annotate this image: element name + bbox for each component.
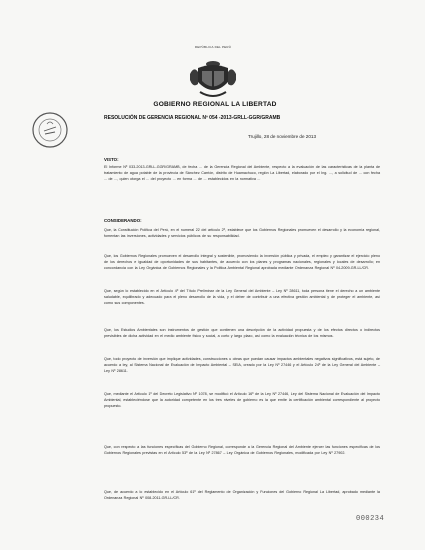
paragraph-3: Que, según lo establecido en el Artículo 4º del Título Preliminar de la Ley General del Ambiente – Ley Nº 28611, toda persona tiene el derecho a un ambiente saludable, equilibrado y adecuado para el pleno desarrollo de la vida, y el deber de contribuir a una efectiva gestión ambiental y de proteger el ambiente, así como sus componentes. bbox=[104, 289, 380, 305]
paragraph-5: Que, todo proyecto de inversión que implique actividades, construcciones u obras que puedan causar impactos ambientales negativos significativos, está sujeto, de acuerdo a ley, al Sistema Nacional de Evaluación de Impacto Ambiental – SEIA, creado por la Ley Nº 27446 y el Artículo 24º de la Ley General del Ambiente – Ley Nº 28611. bbox=[104, 357, 380, 373]
section-heading-visto: VISTO: bbox=[104, 157, 119, 162]
paragraph-6: Que, mediante el Artículo 1º del Decreto Legislativo Nº 1078, se modificó el Artículo 16º de la Ley Nº 27446, Ley del Sistema Nacional de Evaluación del Impacto Ambiental, estableciéndose que la autoridad competente en los tres niveles de gobierno es la que emite la certificación ambiental correspondiente al proyecto propuesto. bbox=[104, 392, 380, 408]
city-date: Trujillo, 28 de noviembre de 2013 bbox=[248, 134, 317, 139]
resolution-title: RESOLUCIÓN DE GERENCIA REGIONAL Nº 054 -2013-GRLL-GGR/GRAMB bbox=[104, 115, 281, 121]
section-heading-considerando: CONSIDERANDO: bbox=[104, 218, 142, 223]
folio-number: 000234 bbox=[356, 515, 385, 523]
institution-title: GOBIERNO REGIONAL LA LIBERTAD bbox=[153, 101, 277, 108]
paragraph-8: Que, de acuerdo a lo establecido en el Artículo 61º del Reglamento de Organización y Funciones del Gobierno Regional La Libertad, aprobado mediante la Ordenanza Regional Nº 008-2011-GR-LL/CR. bbox=[104, 490, 380, 500]
paragraph-visto: El Informe Nº 033-2013-GRLL-GGR/GRAMB, de fecha ... de la Gerencia Regional del Ambiente, respecto a la evaluación de las características de la planta de tratamiento de agua potable de la provincia de Sánchez Carrión, distrito de Huamachuco, región La Libertad, elaborado por el Ing. ..., a solicitud de ... con fecha ... de ..., quien otorga el ... del proyecto ... en forma ... de ... establecidos en la normativa ... bbox=[104, 165, 380, 181]
national-crest-icon bbox=[188, 58, 238, 100]
official-seal-stamp bbox=[30, 110, 70, 150]
crest-caption: REPÚBLICA DEL PERÚ bbox=[194, 45, 232, 49]
paragraph-2: Que, los Gobiernos Regionales promueven el desarrollo integral y sostenible, promoviendo la inversión pública y privada, el empleo y garantizar el ejercicio pleno de los derechos e igualdad de oportunidades de sus habitantes, de acuerdo con los planes y programas nacionales, regionales y locales de desarrollo; en concordancia con la Ley Orgánica de Gobiernos Regionales y la Política Ambiental Regional aprobada mediante Ordenanza Regional Nº 04-2009-GR-LL/CR. bbox=[104, 254, 380, 270]
paragraph-1: Que, la Constitución Política del Perú, en el numeral 22 del artículo 2º, establece que los Gobiernos Regionales promueven el desarrollo y la economía regional, fomentan las inversiones, actividades y servicios públicos de su responsabilidad. bbox=[104, 228, 380, 238]
paragraph-4: Que, los Estudios Ambientales son instrumentos de gestión que contienen una descripción de la actividad propuesta y de los efectos directos o indirectos previsibles de dicha actividad en el medio ambiente físico y social, a corto y largo plazo, así como la evaluación técnica de los mismos. bbox=[104, 328, 380, 338]
paragraph-7: Que, con respecto a las funciones específicas del Gobierno Regional, corresponde a la Gerencia Regional del Ambiente ejercer las funciones específicas de los Gobiernos Regionales previstas en el Artículo 53º de la Ley Nº 27867 – Ley Orgánica de Gobiernos Regionales, modificada por Ley Nº 27902. bbox=[104, 445, 380, 455]
